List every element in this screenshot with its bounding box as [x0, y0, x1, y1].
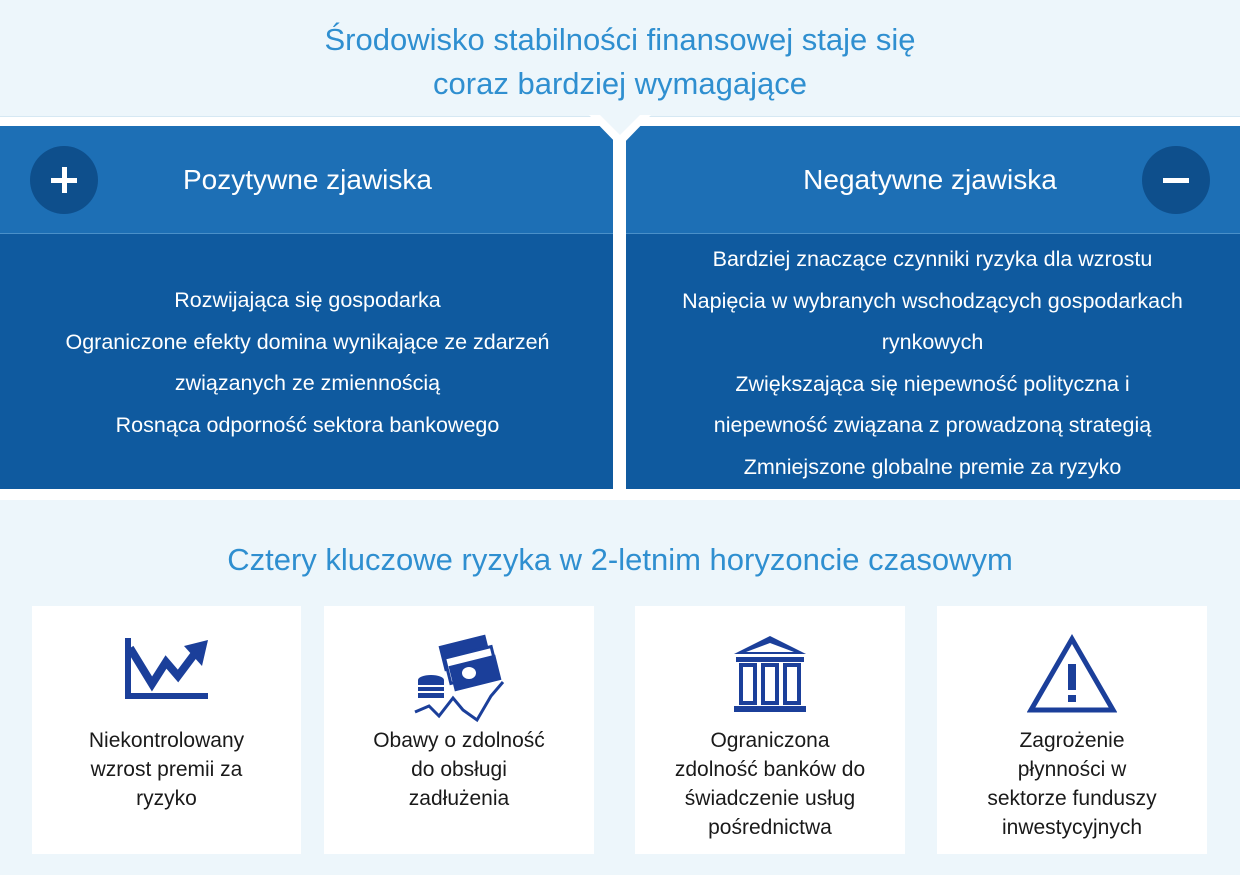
list-item: Rosnąca odporność sektora bankowego	[115, 412, 500, 437]
risk-label-line: Niekontrolowany	[88, 729, 245, 752]
risk-card	[635, 606, 905, 854]
risk-label	[334, 726, 584, 813]
money-decline-icon	[409, 634, 509, 724]
risk-label-line: Obawy o zdolność	[373, 729, 545, 752]
main-headline	[0, 18, 1240, 106]
risk-card	[324, 606, 594, 854]
risk-label-line: zadłużenia	[408, 787, 510, 810]
list-item: Zmniejszone globalne premie za ryzyko	[743, 454, 1122, 479]
center-divider	[613, 126, 626, 489]
positive-list	[20, 280, 595, 446]
risk-label-line: zdolność banków do	[674, 758, 866, 781]
risk-label	[645, 726, 895, 842]
risk-label-line: świadczenie usług	[684, 787, 856, 810]
risk-label-line: pośrednictwa	[708, 816, 832, 839]
negative-list	[640, 239, 1225, 488]
risk-label	[42, 726, 291, 813]
risk-label-line: płynności w	[1017, 758, 1127, 781]
list-item: Zwiększająca się niepewność polityczna i	[735, 371, 1130, 396]
list-item: związanych ze zmiennością	[174, 371, 441, 395]
risk-label	[947, 726, 1197, 842]
risk-card	[937, 606, 1207, 854]
risk-label-line: ryzyko	[136, 787, 197, 810]
negative-title: Negatywne zjawiska	[803, 164, 1057, 195]
headline-line-2: coraz bardziej wymagające	[433, 66, 807, 101]
positive-title: Pozytywne zjawiska	[183, 164, 432, 195]
risk-label-line: sektorze funduszy	[987, 787, 1157, 810]
bank-building-icon	[732, 634, 808, 714]
list-item: Bardziej znaczące czynniki ryzyka dla wzrostu	[712, 247, 1153, 271]
list-item: Napięcia w wybranych wschodzących gospodarkach	[682, 288, 1183, 313]
list-item: niepewność związana z prowadzoną strategią	[713, 413, 1152, 437]
risk-label-line: Zagrożenie	[1019, 729, 1125, 752]
risk-label-line: wzrost premii za	[90, 758, 243, 781]
list-item: Rozwijająca się gospodarka	[174, 288, 441, 312]
risk-label-line: Ograniczona	[710, 729, 830, 752]
warning-triangle-icon	[1027, 634, 1117, 714]
rising-chart-icon	[122, 634, 212, 704]
chevron-down-icon	[589, 115, 651, 147]
risks-title: Cztery kluczowe ryzyka w 2-letnim horyzoncie czasowym	[227, 542, 1013, 577]
list-item: rynkowych	[881, 330, 984, 354]
risk-card	[32, 606, 301, 854]
list-item: Ograniczone efekty domina wynikające ze zdarzeń	[65, 329, 550, 354]
risk-label-line: do obsługi	[411, 758, 507, 781]
risk-label-line: inwestycyjnych	[1001, 816, 1143, 839]
headline-line-1: Środowisko stabilności finansowej staje się	[324, 22, 916, 57]
